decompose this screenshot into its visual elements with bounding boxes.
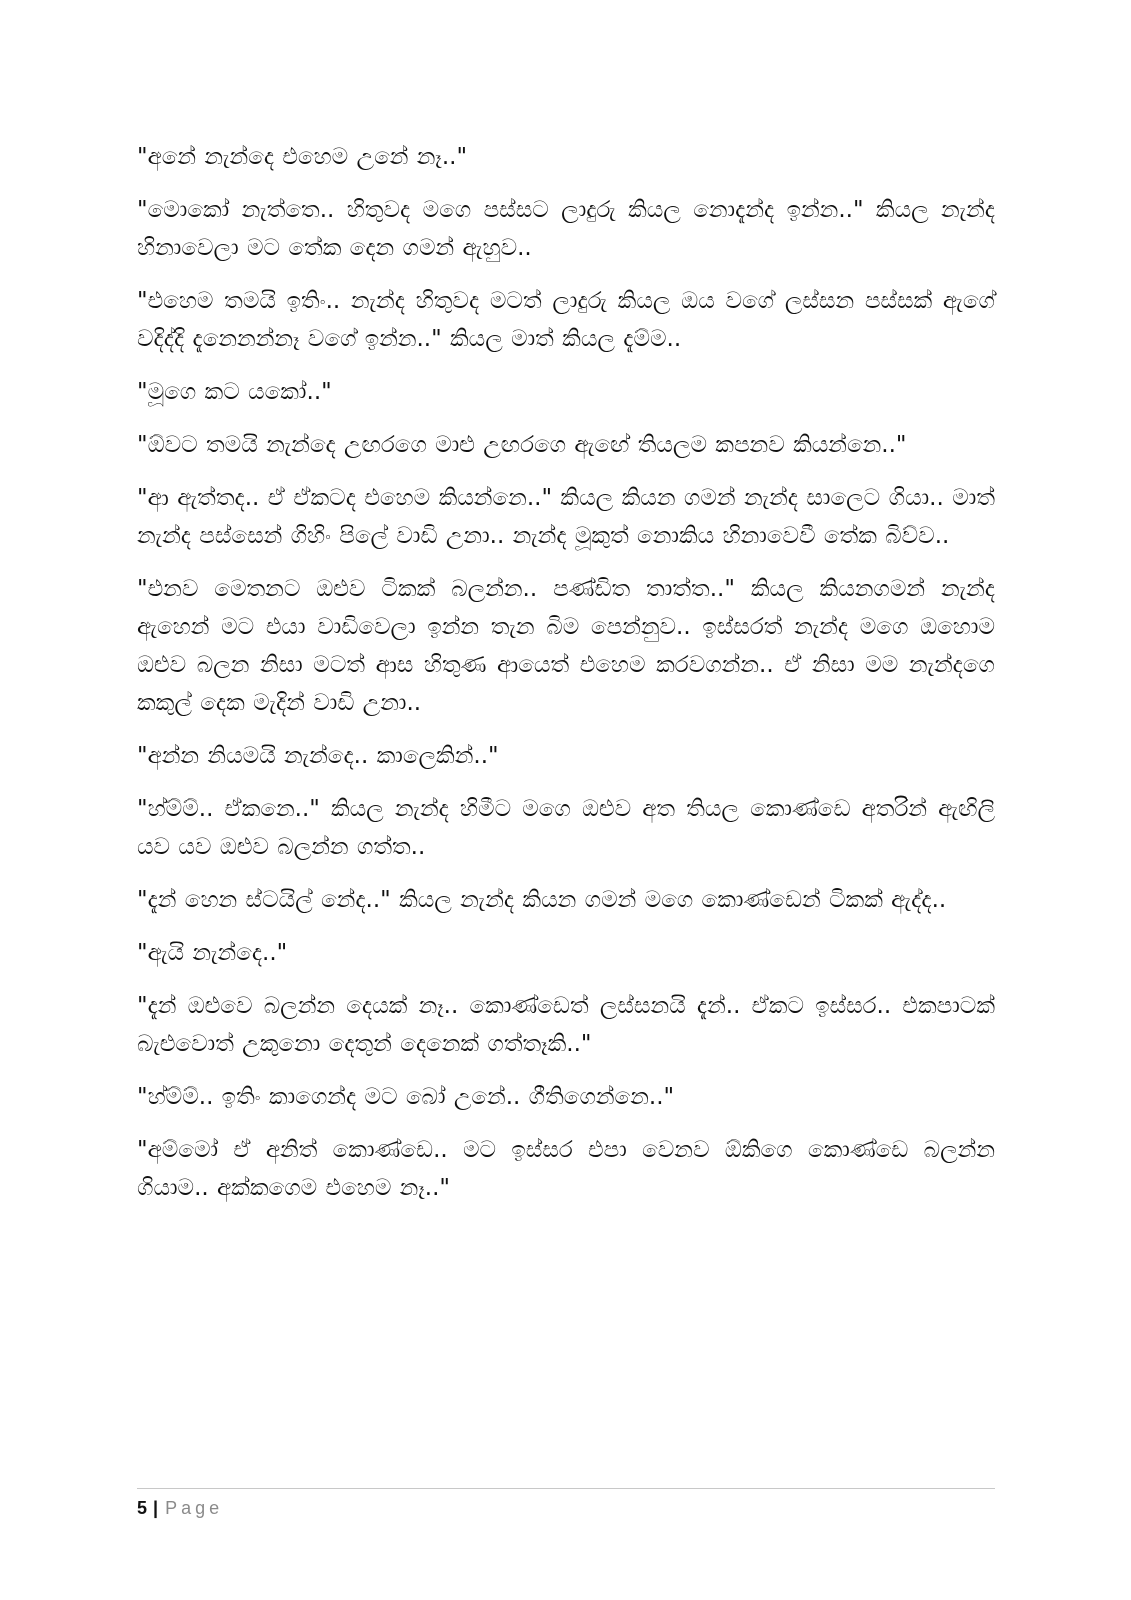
paragraph: "ඕවට තමයි නැන්දෙ උඟරගෙ මාළු උඟරගෙ ඇඟේ තියලම කපනව කියන්නෙ.." <box>137 432 907 458</box>
paragraph: "හ්ම්ම්.. ඉතිං කාගෙන්ද මට බෝ උනේ.. ගීතිගෙන්නෙ.." <box>137 1084 675 1110</box>
page-footer <box>137 1494 223 1522</box>
paragraph: "මූගෙ කට යකෝ.." <box>137 379 332 405</box>
paragraph: "අන්න නියමයි නැන්දෙ.. කාලෙකින්.." <box>137 743 499 769</box>
paragraph: "අම්මෝ ඒ අනිත් කොණ්ඩෙ.. මට ඉස්සර එපා වෙනව ඕකිගෙ කොණ්ඩෙ බලන්න ගියාම.. අක්කගෙම එහෙම නෑ.." <box>137 1137 995 1201</box>
body-text <box>137 138 995 1222</box>
paragraph: "දැන් හෙන ස්ටයිල් නේද.." කියල නැන්ද කියන ගමන් මගෙ කොණ්ඩෙන් ටිකක් ඇද්ද.. <box>137 887 947 913</box>
paragraph: "මොකෝ නැත්තෙ.. හිතුවද මගෙ පස්සට ලාදුරු කියල නොදැන්ද ඉන්න.." කියල නැන්ද හිනාවෙලා මට තේක දෙන ගමන් ඇහුව.. <box>137 197 995 261</box>
footer-divider <box>137 1488 995 1489</box>
paragraph: "හ්ම්ම්.. ඒකනෙ.." කියල නැන්ද හිමීට මගෙ ඔළුව අත තියල කොණ්ඩෙ අතරින් ඇඟිලි යව යව ඔළුව බලන්න ගත්ත.. <box>137 796 995 860</box>
paragraph: "එහෙම තමයි ඉතිං.. නැන්ද හිතුවද මටත් ලාදුරු කියල ඔය වගේ ලස්සන පස්සක් ඇගේ වදිද්දි දැනෙනන්නෑ වගේ ඉන්න.." කියල මාත් කියල දැම්ම.. <box>137 288 995 352</box>
paragraph: "අනේ නැන්දෙ එහෙම උනේ නෑ.." <box>137 144 468 170</box>
paragraph: "ඇයි නැන්දෙ.." <box>137 940 288 966</box>
page-label: Page <box>165 1498 224 1518</box>
footer-separator: | <box>153 1498 159 1518</box>
page-number: 5 <box>137 1498 148 1518</box>
paragraph: "ආ ඇත්තද.. ඒ ඒකටද එහෙම කියන්නෙ.." කියල කියන ගමන් නැන්ද සාලෙට ගියා.. මාත් නැන්ද පස්සෙන් ගිහිං පිලේ වාඩි උනා.. නැන්ද මූකුත් නොකිය හිනාවෙවී තේක බිව්ව.. <box>137 485 995 549</box>
paragraph: "දැන් ඔළුවෙ බලන්න දෙයක් නෑ.. කොණ්ඩෙත් ලස්සනයි දැන්.. ඒකට ඉස්සර.. එකපාටක් බැළුවොත් උකුනො දෙතුන් දෙනෙක් ගත්තෑකි.." <box>137 993 995 1057</box>
paragraph: "එනව මෙතනට ඔළුව ටිකක් බලන්න.. පණ්ඩිත තාත්ත.." කියල කියනගමන් නැන්ද ඇහෙන් මට එයා වාඩිවෙලා ඉන්න තැන බිම පෙන්නුව.. ඉස්සරත් නැන්ද මගෙ ඔහොම ඔළුව බලන නිසා මටත් ආස හිතුණ ආයෙත් එහෙම කරවගන්න.. ඒ නිසා මම නැන්දගෙ කකුල් දෙක මැදින් වාඩි උනා.. <box>137 576 995 716</box>
